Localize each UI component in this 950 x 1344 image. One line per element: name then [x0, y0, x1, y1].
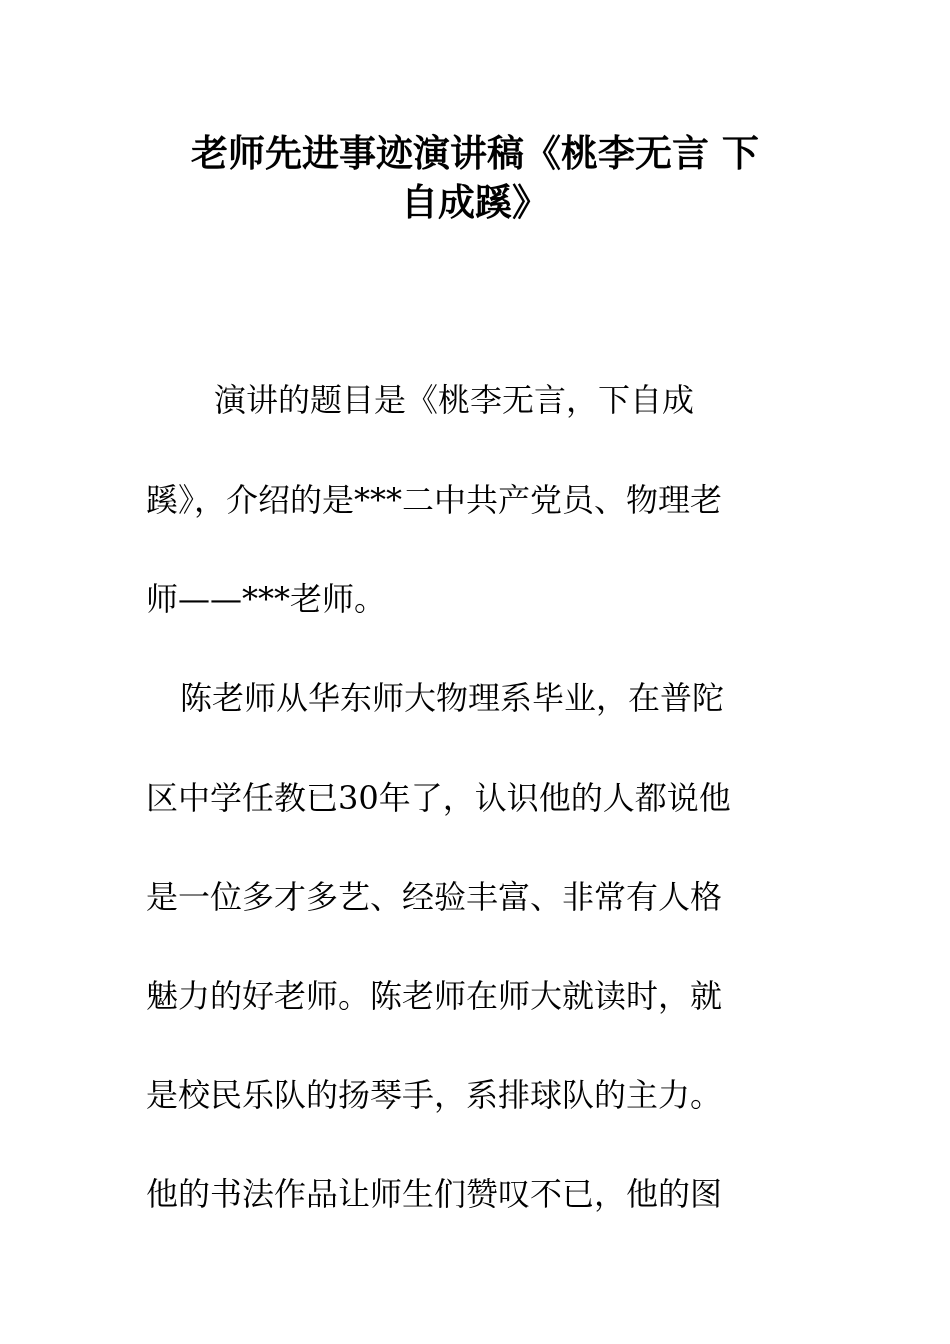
- body-line-8: 是校民乐队的扬琴手，系排球队的主力。: [146, 1076, 723, 1114]
- document-title-line-1: 老师先进事迹演讲稿《桃李无言 下: [191, 132, 759, 175]
- document-title-line-2: 自成蹊》: [401, 181, 549, 224]
- body-line-1: 演讲的题目是《桃李无言，下自成: [214, 381, 695, 419]
- body-line-5: 区中学任教已30年了，认识他的人都说他: [146, 779, 731, 817]
- body-line-7: 魅力的好老师。陈老师在师大就读时，就: [146, 977, 723, 1015]
- body-line-6: 是一位多才多艺、经验丰富、非常有人格: [146, 878, 723, 916]
- body-line-3: 师——***老师。: [146, 580, 387, 618]
- body-line-2: 蹊》，介绍的是***二中共产党员、物理老: [146, 481, 723, 519]
- body-line-4: 陈老师从华东师大物理系毕业，在普陀: [180, 679, 725, 717]
- body-line-9: 他的书法作品让师生们赞叹不已，他的图: [146, 1175, 723, 1213]
